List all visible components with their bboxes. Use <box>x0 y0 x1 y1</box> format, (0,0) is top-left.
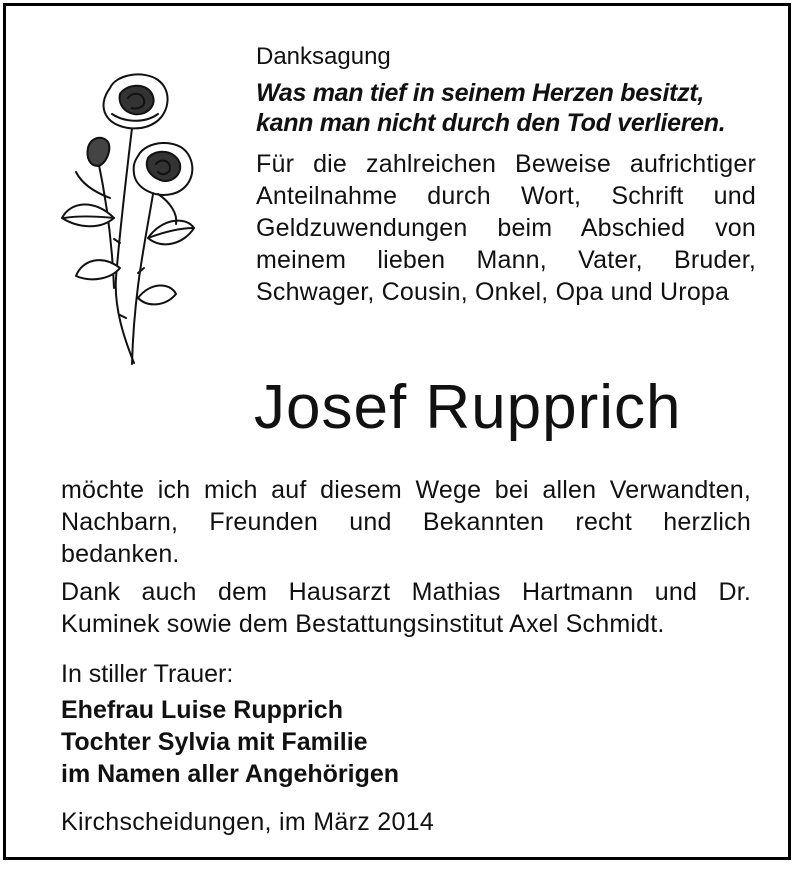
obituary-notice <box>3 3 791 860</box>
motto-quote <box>256 78 756 138</box>
gratitude-paragraph: möchte ich mich auf diesem Wege bei allen Verwandten, Nachbarn, Freunden und Bekannten recht herzlich bedanken. <box>61 476 751 568</box>
thanks-paragraph: Für die zahlreichen Beweise aufrichtiger Anteilnahme durch Wort, Schrift und Geldzuwendungen beim Abschied von meinem lieben Mann, Vater, Bruder, Schwager, Cousin, Onkel, Opa und Uropa <box>256 150 756 306</box>
closing-block <box>61 474 751 838</box>
doctor-thanks-paragraph: Dank auch dem Hausarzt Mathias Hartmann und Dr. Kuminek sowie dem Bestattungsinstitut Axel Schmidt. <box>61 578 751 638</box>
notice-heading: Danksagung <box>256 43 391 70</box>
place-date: Kirchscheidungen, im März 2014 <box>61 808 435 836</box>
intro-block <box>256 42 756 308</box>
rose-icon <box>54 68 204 368</box>
signer-line: im Namen aller Angehörigen <box>61 760 400 788</box>
deceased-name: Josef Rupprich <box>254 373 682 442</box>
signer-line: Tochter Sylvia mit Familie <box>61 728 368 756</box>
signer-line: Ehefrau Luise Rupprich <box>61 696 343 724</box>
signers-list <box>61 694 751 790</box>
motto-line: Was man tief in seinem Herzen besitzt, <box>256 79 704 107</box>
mourning-label: In stiller Trauer: <box>61 660 234 688</box>
motto-line: kann man nicht durch den Tod verlieren. <box>256 109 726 137</box>
